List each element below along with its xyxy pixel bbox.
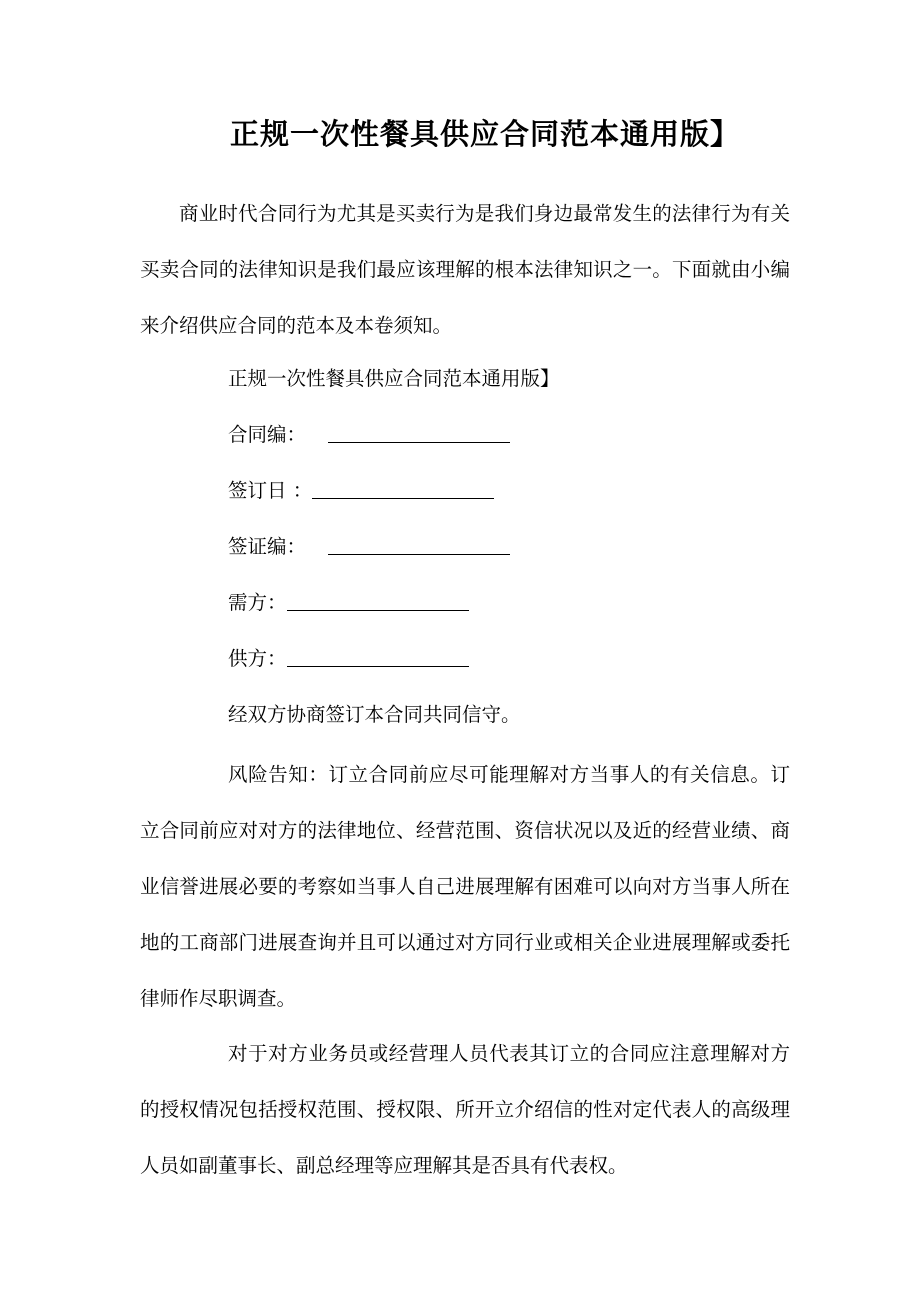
agent-authorization-paragraph: 对于对方业务员或经营理人员代表其订立的合同应注意理解对方的授权情况包括授权范围、授权限、所开立介绍信的性对定代表人的高级理人员如副董事长、副总经理等应理解其是否具有代表权。 bbox=[140, 1042, 790, 1177]
risk-notice-paragraph: 风险告知：订立合同前应尽可能理解对方当事人的有关信息。订立合同前应对对方的法律地位、经营范围、资信状况以及近的经营业绩、商业信誉进展必要的考察如当事人自己进展理解有困难可以向对方当事人所在地的工商部门进展查询并且可以通过对方同行业或相关企业进展理解或委托律师作尽职调查。 bbox=[140, 763, 790, 1010]
sign-date-blank bbox=[312, 477, 494, 499]
document-title: 正规一次性餐具供应合同范本通用版】 bbox=[229, 117, 740, 151]
buyer-field bbox=[228, 589, 469, 617]
cert-number-field bbox=[228, 533, 510, 561]
contract-number-label: 合同编： bbox=[228, 423, 307, 446]
intro-paragraph: 商业时代合同行为尤其是买卖行为是我们身边最常发生的法律行为有关买卖合同的法律知识是我们最应该理解的根本法律知识之一。下面就由小编来介绍供应合同的范本及本卷须知。 bbox=[140, 202, 790, 337]
seller-label: 供方： bbox=[228, 647, 287, 670]
cert-number-label: 签证编： bbox=[228, 535, 307, 558]
contract-number-field bbox=[228, 421, 510, 449]
agreement-line: 经双方协商签订本合同共同信守。 bbox=[228, 703, 521, 726]
contract-title-line: 正规一次性餐具供应合同范本通用版】 bbox=[228, 367, 560, 390]
buyer-blank bbox=[287, 589, 469, 611]
seller-field bbox=[228, 645, 469, 673]
contract-number-blank bbox=[328, 421, 510, 443]
cert-number-blank bbox=[328, 533, 510, 555]
buyer-label: 需方： bbox=[228, 591, 287, 614]
sign-date-label: 签订日 ： bbox=[228, 479, 313, 502]
sign-date-field bbox=[228, 477, 494, 505]
seller-blank bbox=[287, 645, 469, 667]
